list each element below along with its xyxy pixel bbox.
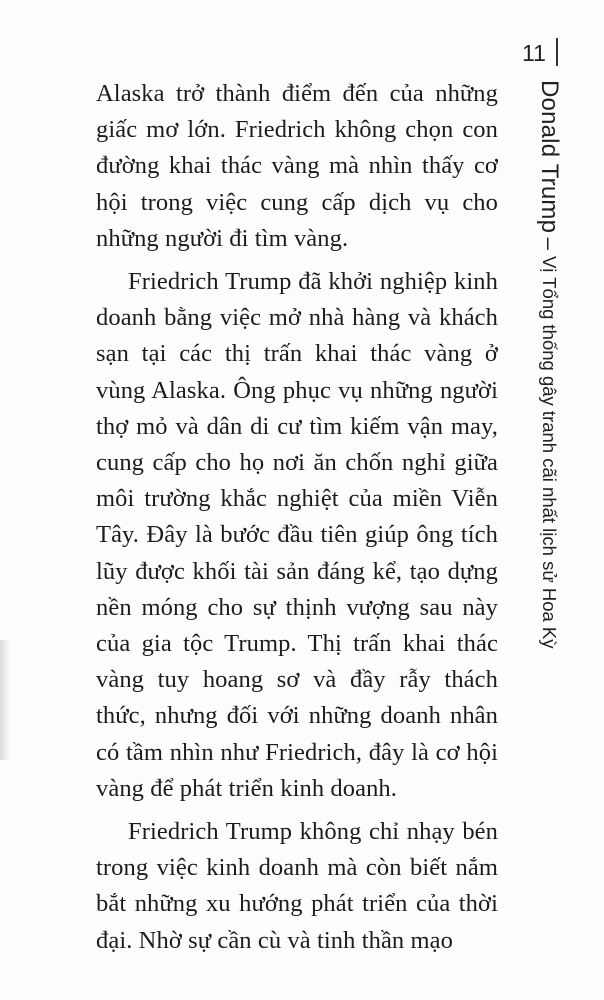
- paragraph: Friedrich Trump đã khởi nghiệp kinh doanh bằng việc mở nhà hàng và khách sạn tại các thị trấn khai thác vàng ở vùng Alaska. Ông phục vụ những người thợ mỏ và dân di cư tìm kiếm vận may, cung cấp cho họ nơi ăn chốn nghỉ giữa môi trường khắc nghiệt của miền Viễn Tây. Đây là bước đầu tiên giúp ông tích lũy được khối tài sản đáng kể, tạo dựng nền móng cho sự thịnh vượng sau này của gia tộc Trump. Thị trấn khai thác vàng tuy hoang sơ và đầy rẫy thách thức, nhưng đối với những doanh nhân có tầm nhìn như Friedrich, đây là cơ hội vàng để phát triển kinh doanh.: [96, 268, 498, 802]
- scan-edge-shadow: [0, 640, 10, 760]
- running-header-title: Donald Trump: [536, 80, 563, 234]
- paragraph: Friedrich Trump không chỉ nhạy bén trong việc kinh doanh mà còn biết nắm bắt những xu hướng phát triển của thời đại. Nhờ sự cần cù và tinh thần mạo: [96, 818, 498, 954]
- running-header-separator: –: [537, 237, 562, 250]
- page-number: 11: [522, 40, 546, 66]
- header-divider: [556, 38, 558, 66]
- paragraph-continued: Alaska trở thành điểm đến của những giấc mơ lớn. Friedrich không chọn con đường khai thác vàng mà nhìn thấy cơ hội trong việc cung cấp dịch vụ cho những người đi tìm vàng.: [96, 80, 498, 252]
- body-text: [96, 76, 498, 959]
- running-header: [535, 80, 563, 649]
- running-header-subtitle: Vị Tổng thống gây tranh cãi nhất lịch sử Hoa Kỳ: [539, 255, 560, 649]
